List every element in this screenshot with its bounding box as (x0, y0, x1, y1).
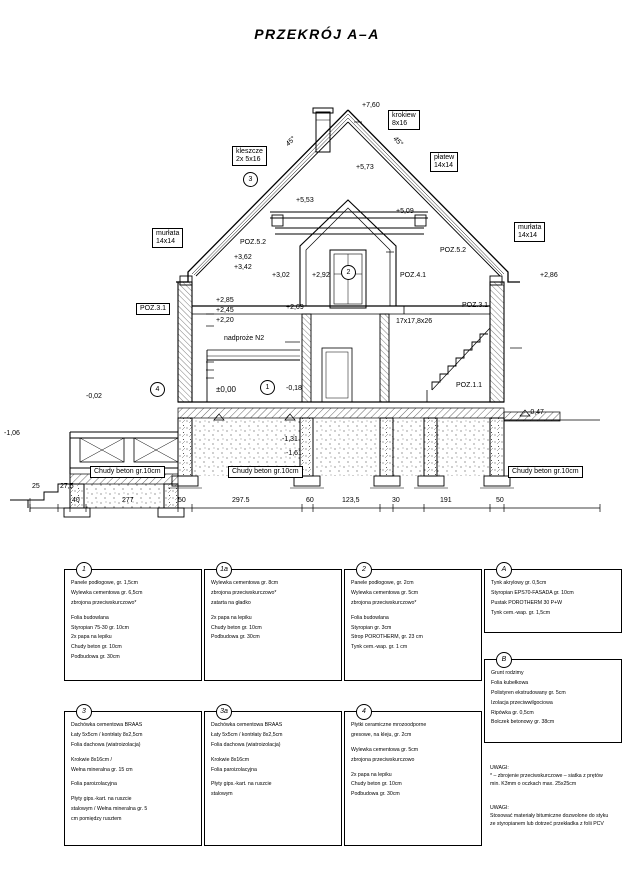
legend-1-line-2: zbrojona przeciwskurczowo* (71, 599, 137, 606)
legend-tag-1: 1 (76, 562, 92, 578)
legend-4-line-6: 2x papa na lepiku (351, 771, 392, 778)
legend-1-line-0: Panele podłogowe, gr. 1,5cm (71, 580, 138, 586)
legend-1-line-7: Chudy beton gr. 10cm (71, 644, 122, 651)
legend-4-line-7: Chudy beton gr. 10cm (351, 781, 402, 788)
legend-3-line-2: Folia dachowa (wiatroizolacja) (71, 741, 141, 748)
legend-1a-line-6: Podbudowa gr. 30cm (211, 634, 260, 641)
legend-a-line-3: Tynk cem.-wap. gr. 1,5cm (491, 609, 551, 616)
legend-4-line-0: Płytki ceramiczne mrozoodporne (351, 722, 427, 728)
level-terrain-a: -0,02 (86, 393, 102, 400)
wallplate-right-name: murłata (518, 224, 542, 231)
legend-box-2 (344, 569, 482, 681)
legend-3-line-10: stalowym / Wełna mineralna gr. 5 (71, 806, 148, 813)
level-wallplate-right: +2,86 (540, 272, 558, 279)
legend-box-3 (64, 711, 202, 846)
legend-1-line-4: Folia budowlana (71, 614, 109, 621)
page-title: PRZEKRÓJ A–A (254, 26, 380, 42)
level-ceiling-1: +3,02 (272, 272, 290, 279)
legend-4-line-3: Wylewka cementowa gr. 5cm (351, 746, 419, 753)
level-door-head: +2,69 (286, 304, 304, 311)
level-terrain-b: -0,18 (286, 385, 302, 392)
legend-4-line-4: zbrojona przeciwskurczowo (351, 756, 415, 763)
dim-50a: 50 (178, 497, 186, 504)
legend-3-line-7: Folia paroizolacyjna (71, 781, 117, 788)
member-rafter-label (388, 110, 420, 130)
legend-1-line-1: Wylewka cementowa gr. 6,5cm (71, 589, 143, 596)
legend-tag-3: 3 (76, 704, 92, 720)
legend-2-line-1: Wylewka cementowa gr. 5cm (351, 589, 419, 596)
balloon-3[interactable]: 3 (243, 172, 258, 187)
legend-1-line-6: 2x papa na lepiku (71, 634, 112, 641)
legend-1-line-5: Styropian 75-30 gr. 10cm (71, 624, 129, 631)
legend-3a-line-7: Płyty gips.-kart. na ruszcie (211, 781, 272, 788)
note-bitumen-head: UWAGI: (490, 805, 509, 811)
legend-3-line-11: cm pomiędzy rusztem (71, 816, 122, 822)
collar-name: kleszcze (236, 148, 263, 155)
legend-lines-3a (205, 712, 341, 805)
legend-tag-3a: 3a (216, 704, 232, 720)
legend-area (0, 556, 634, 876)
note-shrinkage (490, 764, 610, 788)
stair-note: 17x17,8x26 (396, 318, 433, 325)
level-beam-1: +3,62 (234, 254, 252, 261)
legend-box-1 (64, 569, 202, 681)
note-bitumen-body: Stosować materiały bitumiczne dozwolone do styku ze styropianem lub dotrzeć przekładka z folii PCV (490, 813, 609, 828)
legend-3-line-1: Łaty 5x5cm / kontrłaty 8x2,5cm (71, 731, 143, 738)
section-drawing (0, 60, 634, 520)
slope-right-label: 45° (391, 135, 404, 148)
legend-tag-4: 4 (356, 704, 372, 720)
wallplate-left-size: 14x14 (156, 238, 176, 246)
legend-b-line-3: Izolacja przeciwwilgociowa (491, 699, 553, 706)
legend-1a-line-5: Chudy beton gr. 10cm (211, 624, 262, 631)
purlin-name: płatew (434, 154, 455, 161)
legend-3-line-4: Krokwie 8x16cm / (71, 756, 112, 763)
lintel-note: nadproże N2 (224, 335, 265, 342)
member-collar-label (232, 146, 267, 166)
legend-3a-line-8: stalowym (211, 791, 233, 798)
level-lintel-3: +2,20 (216, 317, 234, 324)
lean-concrete-mid: Chudy beton gr.10cm (228, 466, 303, 478)
legend-tag-1a: 1a (216, 562, 232, 578)
note-shrinkage-head: UWAGI: (490, 765, 509, 771)
legend-4-line-1: gresowe, na kleju, gr. 2cm (351, 731, 412, 738)
legend-lines-3 (65, 712, 201, 830)
legend-lines-a (485, 570, 621, 624)
dim-25: 25 (32, 483, 40, 490)
dim-60: 60 (306, 497, 314, 504)
wallplate-left-name: murłata (156, 230, 180, 237)
dim-123-5: 123,5 (342, 497, 360, 504)
member-wallplate-right-label (514, 222, 545, 242)
lean-concrete-left: Chudy beton gr.10cm (90, 466, 165, 478)
pos-5-2-right: POZ.5.2 (440, 247, 467, 254)
level-beam-2: +3,42 (234, 264, 252, 271)
legend-3a-line-2: Folia dachowa (wiatroizolacja) (211, 741, 281, 748)
dim-277: 277 (122, 497, 134, 504)
level-window-top: +5,09 (396, 208, 414, 215)
legend-b-line-1: Folia kubełkowa (491, 679, 529, 686)
level-ridge: +7,60 (362, 102, 380, 109)
balloon-1[interactable]: 1 (260, 380, 275, 395)
pos-4-1: POZ.4.1 (400, 272, 427, 279)
level-collar-top: +5,73 (356, 164, 374, 171)
lean-concrete-right: Chudy beton gr.10cm (508, 466, 583, 478)
legend-1a-line-4: 2x papa na lepiku (211, 614, 252, 621)
dim-27-5: 27,5 (60, 483, 74, 490)
legend-2-line-7: Tynk cem.-wap. gr. 1 cm (351, 644, 408, 651)
legend-1a-line-2: zatarta na gładko (211, 599, 251, 606)
rafter-name: krokiew (392, 112, 416, 119)
dim-297-5: 297.5 (232, 497, 250, 504)
balloon-4[interactable]: 4 (150, 382, 165, 397)
level-lintel-1: +2,85 (216, 297, 234, 304)
level-footing-2: -1,61 (286, 450, 302, 457)
collar-size: 2x 5x16 (236, 156, 261, 164)
legend-1a-line-1: zbrojona przeciwskurczowo* (211, 589, 277, 596)
level-purlin: +5,53 (296, 197, 314, 204)
purlin-size: 14x14 (434, 162, 454, 170)
legend-a-line-1: Styropian EPS70-FASADA gr. 10cm (491, 589, 574, 596)
legend-box-4 (344, 711, 482, 846)
legend-box-3a (204, 711, 342, 846)
legend-1a-line-0: Wylewka cementowa gr. 8cm (211, 580, 279, 586)
legend-4-line-8: Podbudowa gr. 30cm (351, 791, 400, 798)
legend-box-1a (204, 569, 342, 681)
pos-5-2-left: POZ.5.2 (240, 239, 267, 246)
legend-3a-line-1: Łaty 5x5cm / kontrłaty 8x2,5cm (211, 731, 283, 738)
legend-3-line-5: Wełna mineralna gr. 15 cm (71, 766, 133, 773)
rafter-size: 8x16 (392, 120, 408, 128)
pos-3-1-right: POZ.3.1 (462, 302, 489, 309)
legend-2-line-2: zbrojona przeciwskurczowo* (351, 599, 417, 606)
level-terrain-c: -0,47 (528, 409, 544, 416)
legend-3-line-0: Dachówka cementowa BRAAS (71, 722, 143, 728)
legend-b-line-5: Bolczek betonowy gr. 38cm (491, 719, 555, 726)
legend-2-line-4: Folia budowlana (351, 614, 389, 621)
legend-box-a (484, 569, 622, 633)
level-ground-floor: ±0,00 (216, 385, 236, 394)
legend-lines-2 (345, 570, 481, 658)
pos-3-1-left: POZ.3.1 (136, 303, 170, 315)
legend-3a-line-4: Krokwie 8x16cm (211, 756, 250, 763)
dim-40: 40 (72, 497, 80, 504)
legend-3-line-9: Płyty gips.-kart. na ruszcie (71, 796, 132, 803)
legend-2-line-5: Styropian gr. 3cm (351, 624, 392, 631)
legend-b-line-0: Grunt rodzimy (491, 670, 524, 676)
legend-3a-line-5: Folia paroizolacyjna (211, 766, 257, 773)
legend-lines-b (485, 660, 621, 733)
member-wallplate-left-label (152, 228, 183, 248)
legend-3a-line-0: Dachówka cementowa BRAAS (211, 722, 283, 728)
legend-tag-b: B (496, 652, 512, 668)
legend-tag-a: A (496, 562, 512, 578)
level-terrain-d: -1,06 (4, 430, 20, 437)
slope-left-label: 45° (284, 135, 298, 148)
legend-tag-2: 2 (356, 562, 372, 578)
member-purlin-label (430, 152, 458, 172)
legend-box-b (484, 659, 622, 743)
legend-a-line-2: Pustak POROTHERM 30 P+W (491, 599, 563, 606)
legend-2-line-0: Panele podłogowe, gr. 2cm (351, 580, 414, 586)
level-footing-1: -1,31 (282, 436, 298, 443)
section-svg (0, 60, 634, 520)
legend-b-line-4: Ripówka gr. 0,5cm (491, 709, 534, 716)
level-ceiling-2: +2,92 (312, 272, 330, 279)
balloon-2[interactable]: 2 (341, 265, 356, 280)
legend-2-line-6: Strop POROTHERM, gr. 23 cm (351, 634, 423, 641)
legend-lines-1a (205, 570, 341, 648)
dim-50b: 50 (496, 497, 504, 504)
dim-30: 30 (392, 497, 400, 504)
level-lintel-2: +2,45 (216, 307, 234, 314)
dim-191: 191 (440, 497, 452, 504)
legend-lines-1 (65, 570, 201, 668)
legend-b-line-2: Polistyren ekstrudowany gr. 5cm (491, 689, 566, 696)
note-shrinkage-body: * – zbrojenie przeciwskurczowe – siatka z prętów min. K3mm o oczkach max. 25x25cm (490, 773, 603, 788)
note-bitumen (490, 804, 610, 828)
pos-1-1: POZ.1.1 (456, 382, 483, 389)
legend-a-line-0: Tynk akrylowy gr. 0,5cm (491, 580, 547, 586)
legend-lines-4 (345, 712, 481, 805)
wallplate-right-size: 14x14 (518, 232, 538, 240)
legend-1-line-8: Podbudowa gr. 30cm (71, 654, 120, 661)
